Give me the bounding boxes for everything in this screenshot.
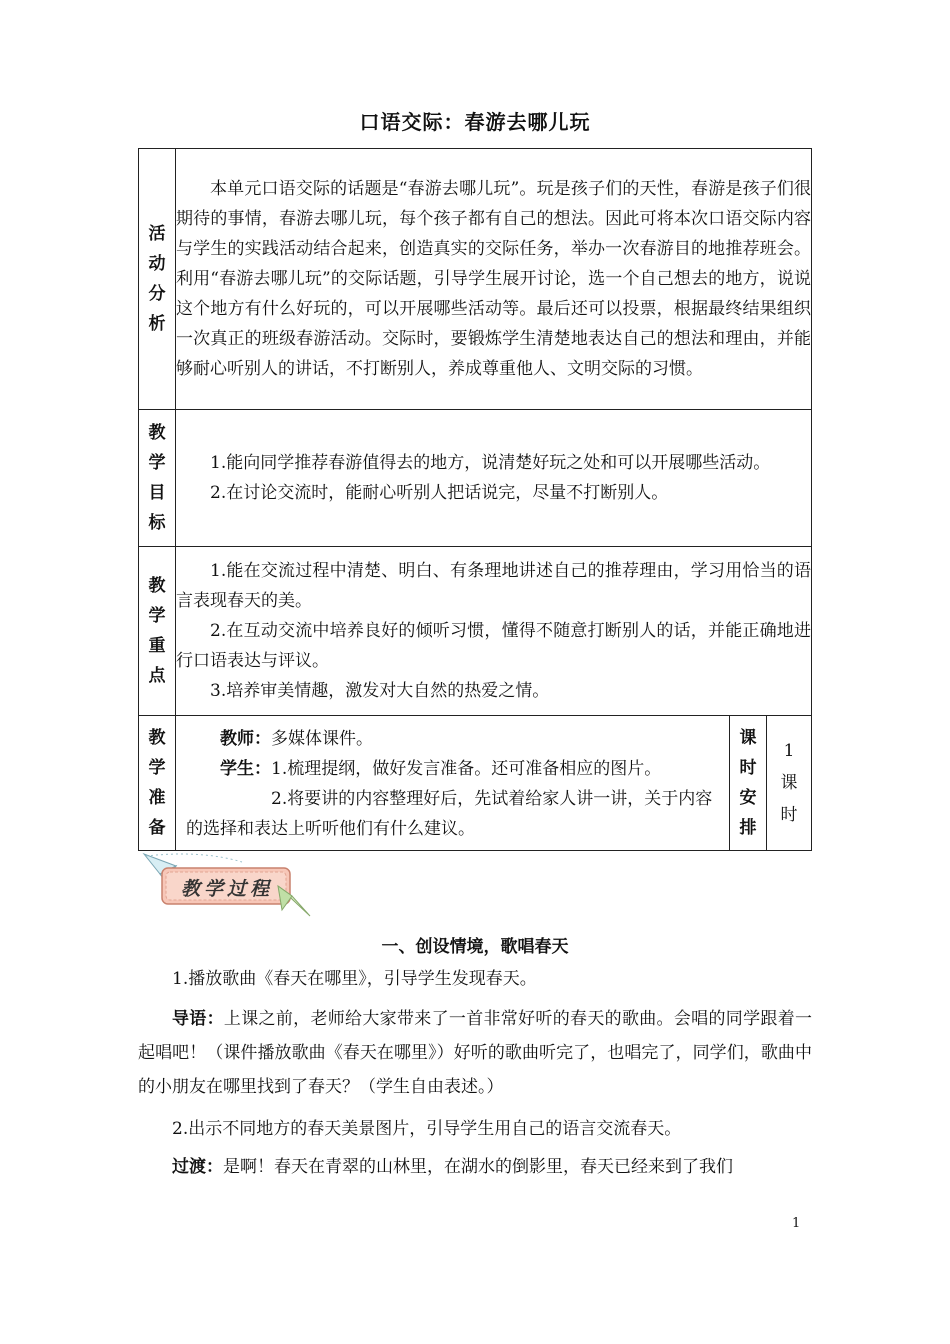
analysis-label: 活 动 分 析 (139, 149, 176, 410)
section-heading: 一、创设情境，歌唱春天 (381, 937, 569, 957)
key-point-item: 2.在互动交流中培养良好的倾听习惯，懂得不随意打断别人的话，并能正确地进行口语表达与评议。 (176, 621, 811, 671)
teacher-label: 教师： (220, 729, 271, 749)
student-label: 学生： (220, 759, 271, 779)
analysis-text: 本单元口语交际的话题是“春游去哪儿玩”。玩是孩子们的天性，春游是孩子们很期待的事情，春游去哪儿玩，每个孩子都有自己的想法。因此可将本次口语交际内容与学生的实践活动结合起来，创造真实的交际任务，举办一次春游目的地推荐班会。利用“春游去哪儿玩”的交际话题，引导学生展开讨论，选一个自己想去的地方，说说这个地方有什么好玩的，可以开展哪些活动等。最后还可以投票，根据最终结果组织一次真正的班级春游活动。交际时，要锻炼学生清楚地表达自己的想法和理由，并能够耐心听别人的讲话，不打断别人，养成尊重他人、文明交际的习惯。 (176, 179, 811, 379)
paragraph: 2.出示不同地方的春天美景图片，引导学生用自己的语言交流春天。 (172, 1119, 682, 1139)
student-item: 1.梳理提纲，做好发言准备。还可准备相应的图片。 (271, 759, 662, 779)
goal-item: 1.能向同学推荐春游值得去的地方，说清楚好玩之处和可以开展哪些活动。 (210, 453, 771, 473)
paragraph: 1.播放歌曲《春天在哪里》，引导学生发现春天。 (172, 969, 537, 989)
teacher-text: 多媒体课件。 (271, 729, 373, 749)
goals-content (176, 410, 812, 547)
teaching-process-banner (142, 852, 312, 922)
goals-label: 教 学 目 标 (139, 410, 176, 547)
banner-text: 教学过程 (180, 878, 273, 900)
page-title: 口语交际：春游去哪儿玩 (359, 110, 591, 134)
preparation-cell (176, 716, 812, 851)
schedule-label: 课 时 安 排 (729, 716, 766, 850)
preparation-content (176, 716, 729, 850)
key-points-content (176, 547, 812, 716)
lead-label: 导语： (172, 1009, 224, 1029)
paragraph: 过渡：是啊！春天在青翠的山林里，在湖水的倒影里，春天已经来到了我们 (172, 1157, 733, 1177)
goals-row (139, 410, 812, 547)
lesson-plan-table (138, 148, 812, 851)
paragraph: 导语：上课之前，老师给大家带来了一首非常好听的春天的歌曲。会唱的同学跟着一起唱吧！（课件播放歌曲《春天在哪里》）好听的歌曲听完了，也唱完了，同学们，歌曲中的小朋友在哪里找到了春天？（学生自由表述。） (138, 1009, 813, 1097)
key-point-item: 3.培养审美情趣，激发对大自然的热爱之情。 (210, 681, 550, 701)
page-number: 1 (792, 1216, 801, 1231)
goal-item: 2.在讨论交流时，能耐心听别人把话说完，尽量不打断别人。 (210, 483, 669, 503)
analysis-row (139, 149, 812, 410)
key-points-label: 教 学 重 点 (139, 547, 176, 716)
analysis-content (176, 149, 812, 410)
key-points-row (139, 547, 812, 716)
preparation-row (139, 716, 812, 851)
transition-label: 过渡： (172, 1157, 223, 1177)
key-point-item: 1.能在交流过程中清楚、明白、有条理地讲述自己的推荐理由，学习用恰当的语言表现春天的美。 (176, 561, 811, 611)
student-item: 2.将要讲的内容整理好后，先试着给家人讲一讲，关于内容的选择和表达上听听他们有什么建议。 (186, 789, 713, 839)
schedule-value: 1 课 时 (766, 716, 811, 850)
preparation-label: 教 学 准 备 (139, 716, 176, 851)
